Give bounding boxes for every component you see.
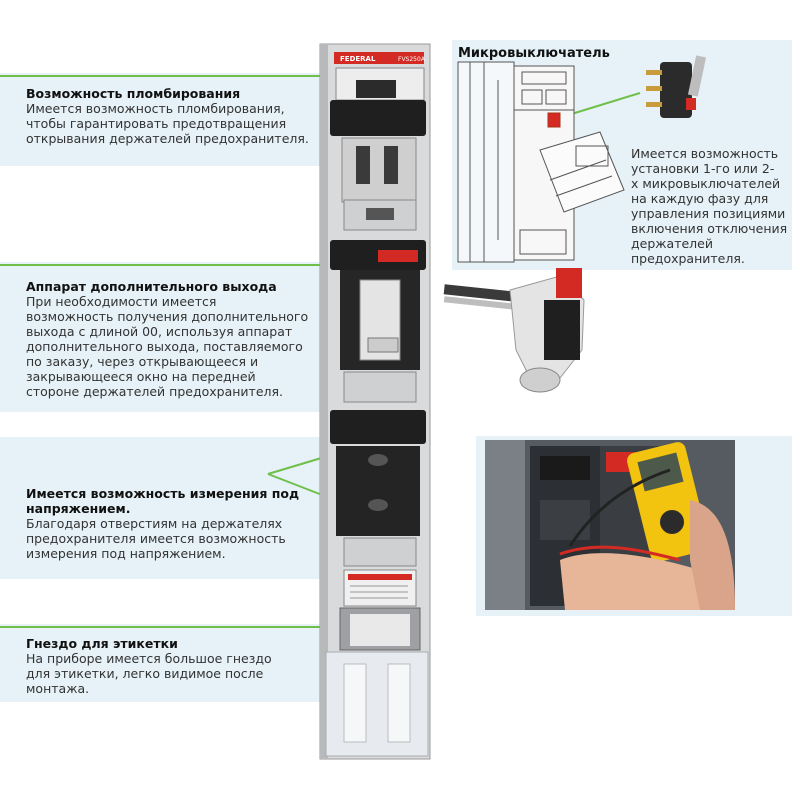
model-label: FVS250A xyxy=(398,56,425,63)
feature-sealing-line: открывания держателей предохранителя. xyxy=(26,131,309,146)
microswitch-line: Имеется возможность xyxy=(631,146,779,161)
microswitch-line: держателей xyxy=(631,236,713,251)
multimeter-photo xyxy=(485,440,735,610)
feature-aux-output-line: стороне держателей предохранителя. xyxy=(26,384,283,399)
feature-aux-output-line: по заказу, через открывающееся и xyxy=(26,354,259,369)
microswitch-line: управления позициями xyxy=(631,206,786,221)
feature-aux-output-title: Аппарат дополнительного выхода xyxy=(26,279,277,294)
feature-sealing-line: Имеется возможность пломбирования, xyxy=(26,101,285,116)
feature-live-measurement-title: напряжением. xyxy=(26,501,131,516)
microswitch-line: установки 1-го или 2- xyxy=(631,161,775,176)
feature-aux-output-line: закрывающееся окно на передней xyxy=(26,369,256,384)
brand-logo: FEDERAL xyxy=(340,55,376,63)
feature-aux-output-line: дополнительного выхода, поставляемого xyxy=(26,339,303,354)
feature-live-measurement-title: Имеется возможность измерения под xyxy=(26,486,300,501)
microswitch-line: на каждую фазу для xyxy=(631,191,769,206)
microswitch-line: х микровыключателей xyxy=(631,176,781,191)
feature-sealing-line: чтобы гарантировать предотвращения xyxy=(26,116,287,131)
feature-live-measurement-line: измерения под напряжением. xyxy=(26,546,226,561)
feature-label-slot-line: монтажа. xyxy=(26,681,90,696)
feature-label-slot-line: для этикетки, легко видимое после xyxy=(26,666,264,681)
callout-line-micro xyxy=(565,93,640,116)
feature-aux-output-line: выхода с длиной 00, используя аппарат xyxy=(26,324,293,339)
microswitch-line: предохранителя. xyxy=(631,251,745,266)
microswitch-device xyxy=(646,55,706,118)
microswitch-line: включения отключения xyxy=(631,221,788,236)
feature-sealing-title: Возможность пломбирования xyxy=(26,86,241,101)
feature-live-measurement-line: Благодаря отверстиям на держателях xyxy=(26,516,283,531)
fuse-switch-illustration xyxy=(320,44,430,759)
microswitch-drawing xyxy=(458,62,624,262)
microswitch-title: Микровыключатель xyxy=(458,46,610,61)
feature-label-slot-line: На приборе имеется большое гнездо xyxy=(26,651,272,666)
feature-label-slot-title: Гнездо для этикетки xyxy=(26,636,178,651)
feature-aux-output-line: При необходимости имеется xyxy=(26,294,217,309)
feature-live-measurement-line: предохранителя имеется возможность xyxy=(26,531,286,546)
auxiliary-output-device xyxy=(444,268,584,392)
feature-aux-output-line: возможность получения дополнительного xyxy=(26,309,309,324)
